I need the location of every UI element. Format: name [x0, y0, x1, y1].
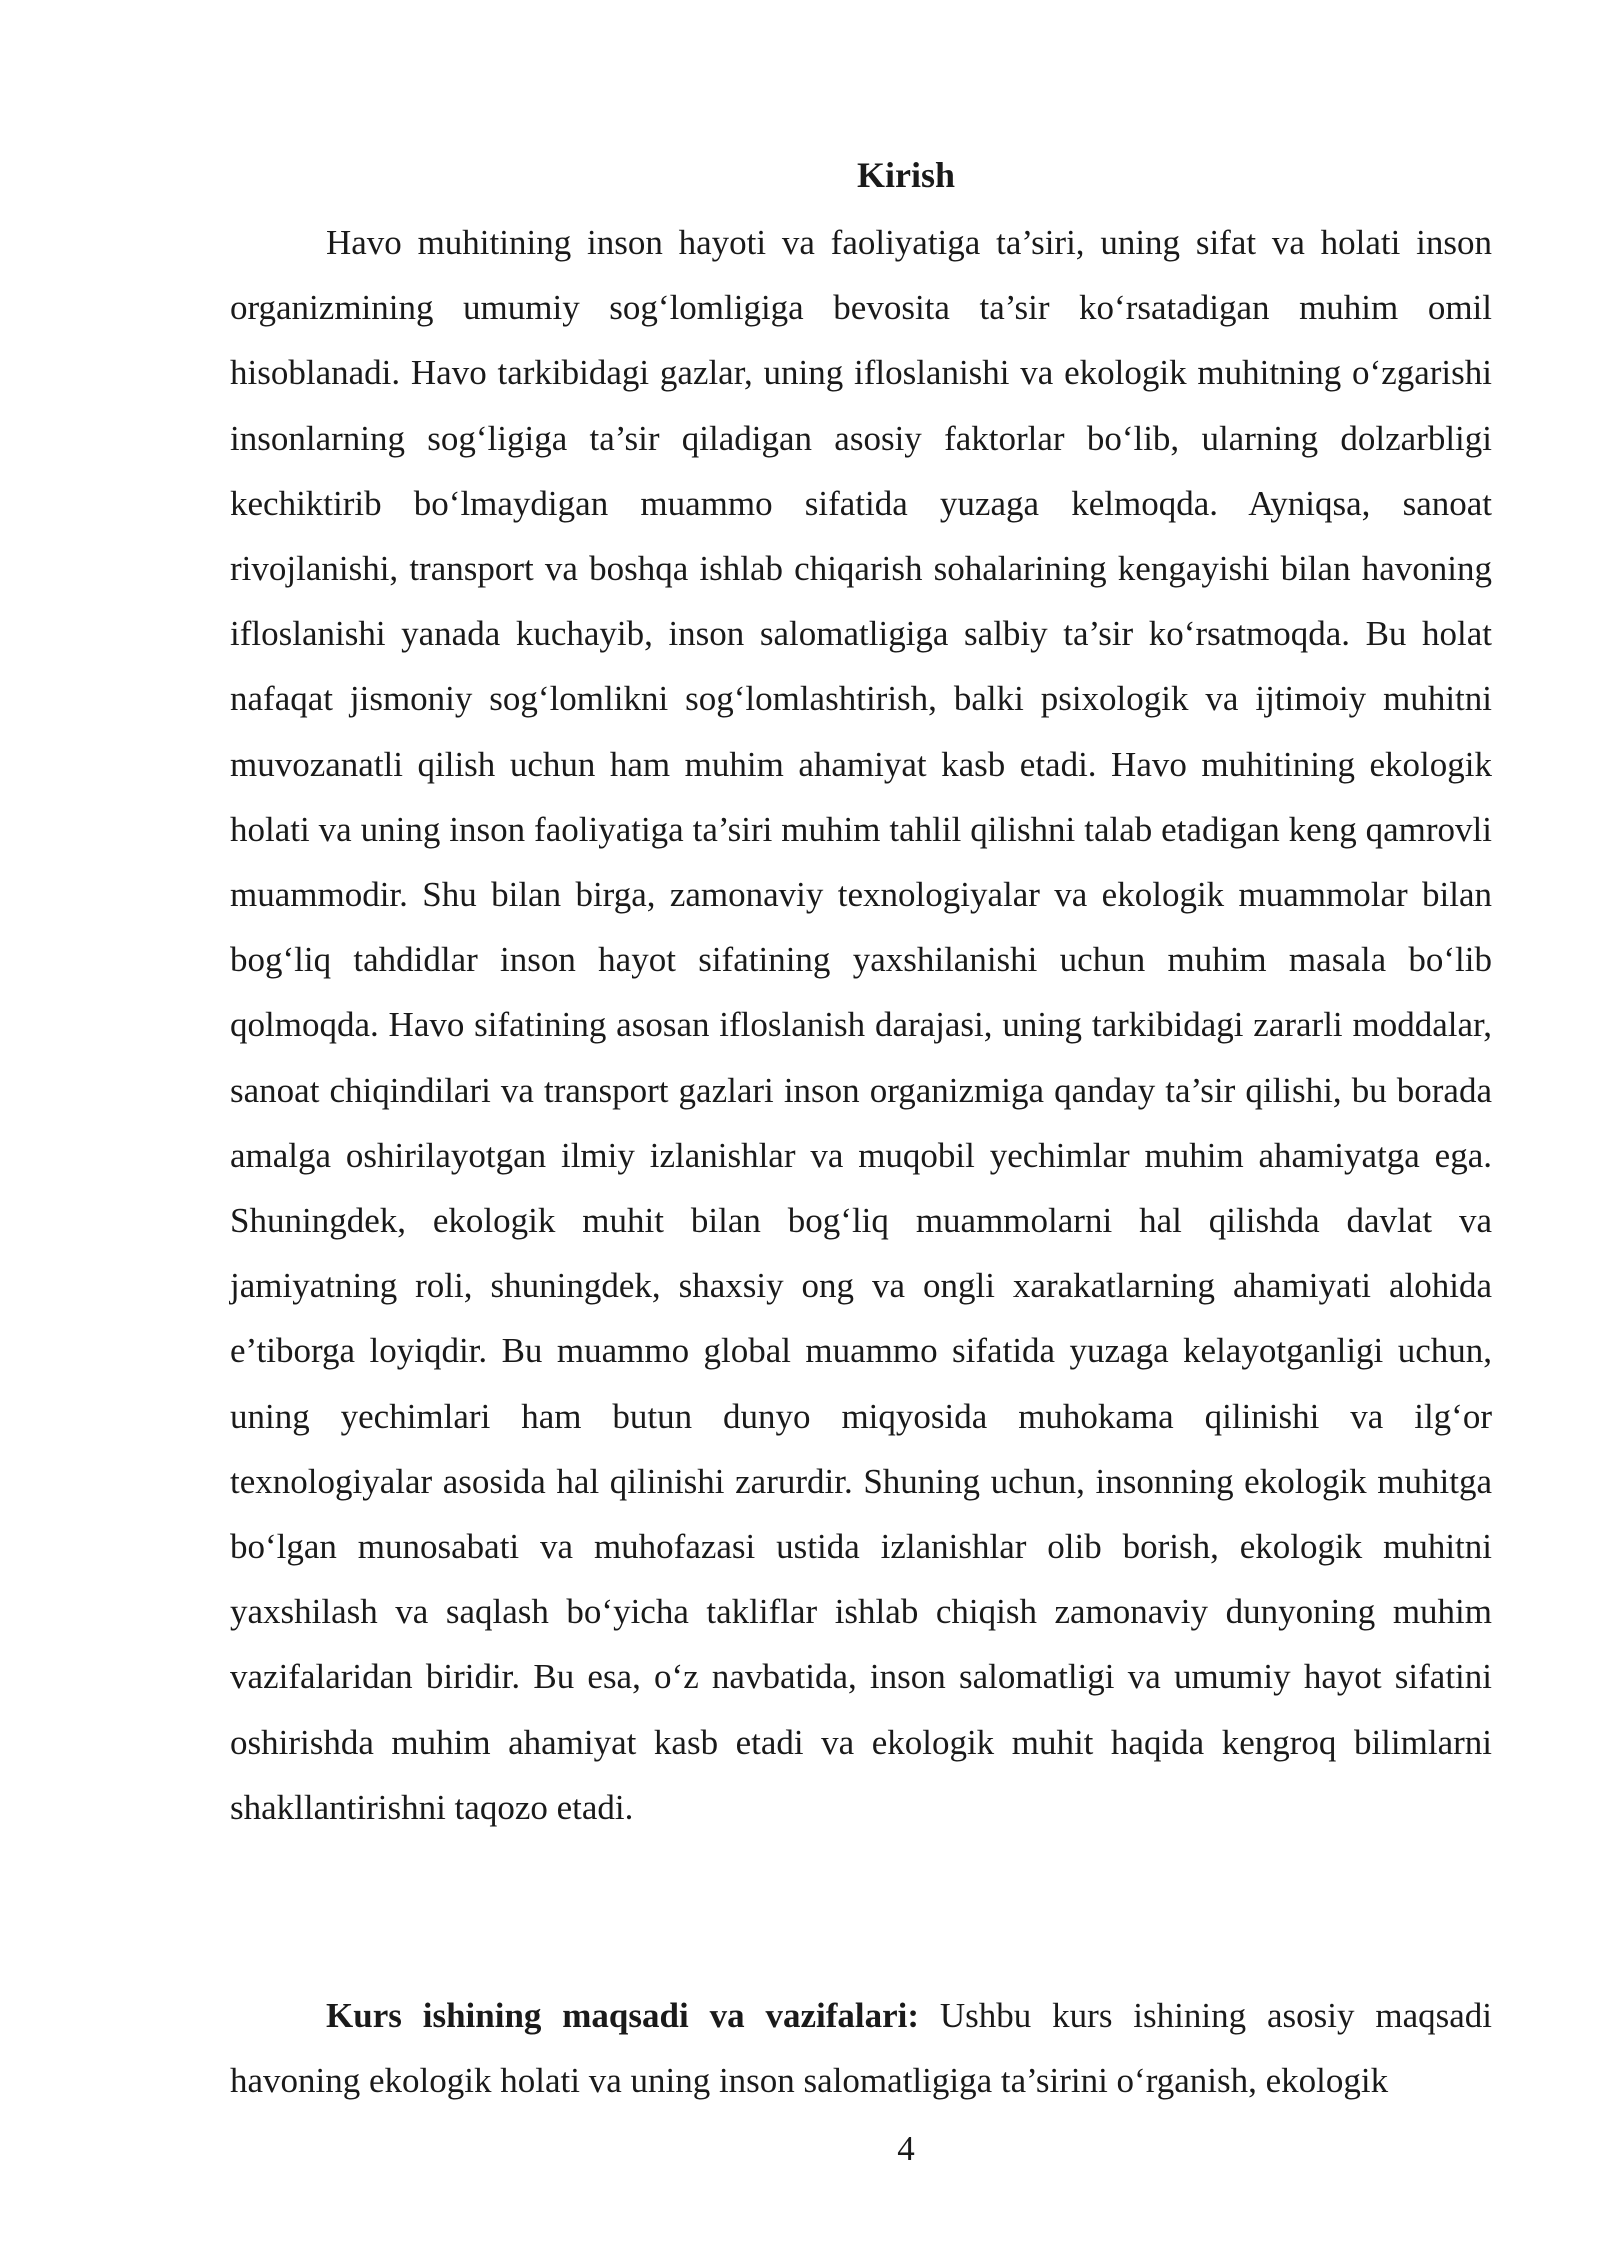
page-title: Kirish — [856, 155, 955, 195]
goals-paragraph — [230, 1983, 1492, 2113]
section-text: Ushbu kurs ishining asosiy maqsadi havoning ekologik holati va uning inson salomatligiga ta’sirini o‘rganish, ekologik — [230, 1996, 1492, 2101]
intro-paragraph: Havo muhitining inson hayoti va faoliyatiga ta’siri, uning sifat va holati inson organizmining umumiy sog‘lomligiga bevosita ta’sir ko‘rsatadigan muhim omil hisoblanadi. Havo tarkibidagi gazlar, uning ifloslanishi va ekologik muhitning o‘zgarishi insonlarning sog‘ligiga ta’sir qiladigan asosiy faktorlar bo‘lib, ularning dolzarbligi kechiktirib bo‘lmaydigan muammo sifatida yuzaga kelmoqda. Ayniqsa, sanoat rivojlanishi, transport va boshqa ishlab chiqarish sohalarining kengayishi bilan havoning ifloslanishi yanada kuchayib, inson salomatligiga salbiy ta’sir ko‘rsatmoqda. Bu holat nafaqat jismoniy sog‘lomlikni sog‘lomlashtirish, balki psixologik va ijtimoiy muhitni muvozanatli qilish uchun ham muhim ahamiyat kasb etadi. Havo muhitining ekologik holati va uning inson faoliyatiga ta’siri muhim tahlil qilishni talab etadigan keng qamrovli muammodir. Shu bilan birga, zamonaviy texnologiyalar va ekologik muammolar bilan bog‘liq tahdidlar inson hayot sifatining yaxshilanishi uchun muhim masala bo‘lib qolmoqda. Havo sifatining asosan ifloslanish darajasi, uning tarkibidagi zararli moddalar, sanoat chiqindilari va transport gazlari inson organizmiga qanday ta’sir qilishi, bu borada amalga oshirilayotgan ilmiy izlanishlar va muqobil yechimlar muhim ahamiyatga ega. Shuningdek, ekologik muhit bilan bog‘liq muammolarni hal qilishda davlat va jamiyatning roli, shuningdek, shaxsiy ong va ongli xarakatlarning ahamiyati alohida e’tiborga loyiqdir. Bu muammo global muammo sifatida yuzaga kelayotganligi uchun, uning yechimlari ham butun dunyo miqyosida muhokama qilinishi va ilg‘or texnologiyalar asosida hal qilinishi zarurdir. Shuning uchun, insonning ekologik muhitga bo‘lgan munosabati va muhofazasi ustida izlanishlar olib borish, ekologik muhitni yaxshilash va saqlash bo‘yicha takliflar ishlab chiqish zamonaviy dunyoning muhim vazifalaridan biridir. Bu esa, o‘z navbatida, inson salomatligi va umumiy hayot sifatini oshirishda muhim ahamiyat kasb etadi va ekologik muhit haqida kengroq bilimlarni shakllantirishni taqozo etadi. — [230, 223, 1492, 1827]
page-number: 4 — [897, 2129, 915, 2168]
section-heading: Kurs ishining maqsadi va vazifalari: — [326, 1996, 920, 2035]
